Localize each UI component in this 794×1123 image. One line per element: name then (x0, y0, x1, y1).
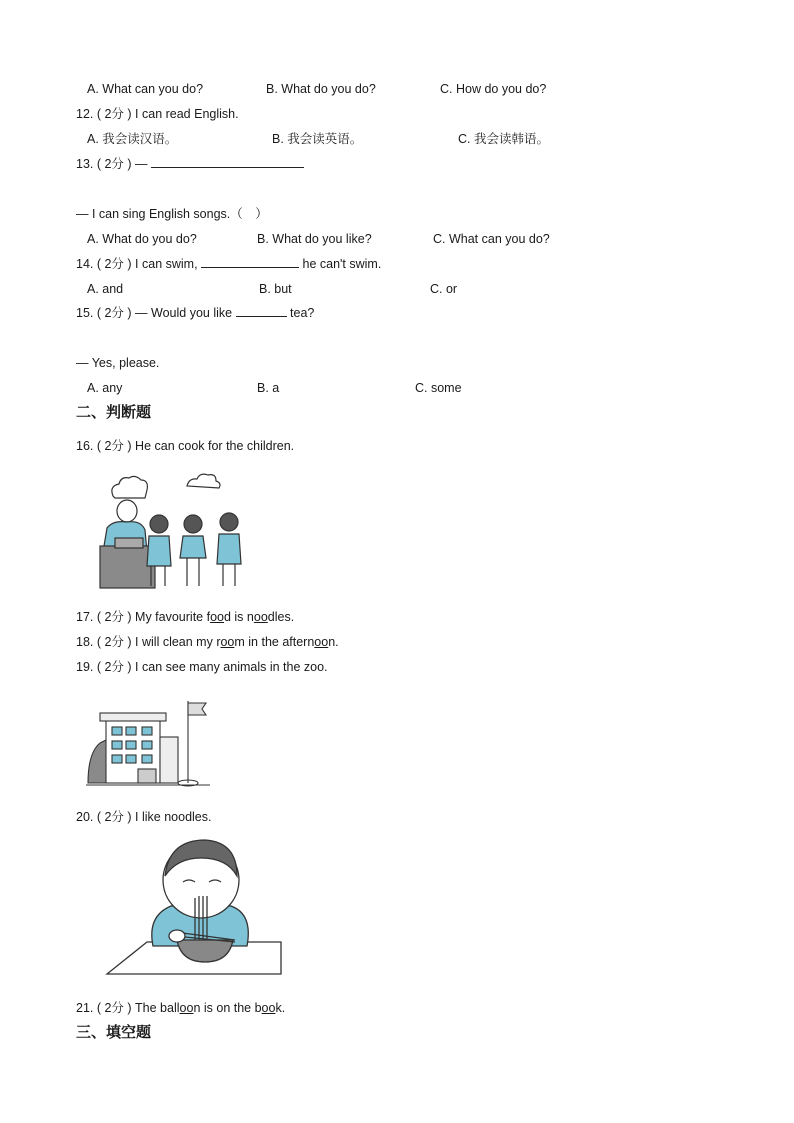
q15-reply: — Yes, please. (76, 356, 160, 370)
q12-option-c: C. 我会读韩语。 (458, 132, 549, 146)
q13-blank[interactable] (151, 156, 304, 168)
q15-option-b: B. a (257, 381, 280, 395)
q15-text-before: — Would you like (135, 306, 236, 320)
q18-underlined-2: oo (314, 635, 329, 649)
q21-number: 21. ( 2分 ) (76, 1001, 136, 1015)
q13-option-a: A. What do you do? (87, 232, 197, 246)
q17-text-part1: My favourite f (135, 610, 211, 624)
q15-option-a: A. any (87, 381, 123, 395)
q12-text: I can read English. (135, 107, 239, 121)
q13-option-b: B. What do you like? (257, 232, 372, 246)
q14-option-a: A. and (87, 282, 124, 296)
q19-question (76, 659, 328, 675)
q11-option-b: B. What do you do? (266, 82, 376, 96)
q16-text: He can cook for the children. (135, 439, 295, 453)
q12-number: 12. ( 2分 ) (76, 107, 136, 121)
chef-with-children-illustration (95, 466, 255, 592)
q17-question (76, 609, 294, 625)
q20-number: 20. ( 2分 ) (76, 810, 136, 824)
q13-answer-line: — I can sing English songs.（ ） (76, 207, 268, 221)
q15-option-c: C. some (415, 381, 462, 395)
q18-text-part2: m in the aftern (234, 635, 315, 649)
section-heading-fill-in: 三、填空题 (76, 1023, 152, 1041)
section-heading-judgement: 二、判断题 (76, 403, 152, 421)
q13-option-c: C. What can you do? (433, 232, 550, 246)
q11-option-a: A. What can you do? (87, 82, 204, 96)
q13-question (76, 156, 304, 172)
q14-number: 14. ( 2分 ) (76, 257, 136, 271)
q21-text-part1: The ball (135, 1001, 180, 1015)
q14-option-b: B. but (259, 282, 292, 296)
q15-blank[interactable] (236, 305, 287, 317)
q15-question (76, 305, 314, 321)
q18-question (76, 634, 339, 650)
q18-underlined-1: oo (220, 635, 235, 649)
q11-option-c: C. How do you do? (440, 82, 547, 96)
q14-question (76, 256, 381, 272)
q12-option-a: A. 我会读汉语。 (87, 132, 178, 146)
q16-question (76, 438, 294, 454)
q17-underlined-1: oo (210, 610, 224, 624)
q21-text-part2: n is on the b (193, 1001, 262, 1015)
q18-text-part1: I will clean my r (135, 635, 221, 649)
q18-number: 18. ( 2分 ) (76, 635, 136, 649)
q20-text: I like noodles. (135, 810, 212, 824)
q16-number: 16. ( 2分 ) (76, 439, 136, 453)
q12-option-b: B. 我会读英语。 (272, 132, 363, 146)
q13-number: 13. ( 2分 ) (76, 157, 136, 171)
q13-dash: — (135, 157, 152, 171)
school-building-illustration (86, 693, 210, 789)
q19-number: 19. ( 2分 ) (76, 660, 136, 674)
q21-underlined-1: oo (179, 1001, 194, 1015)
q17-text-part2: d is n (223, 610, 254, 624)
q17-underlined-2: oo (253, 610, 268, 624)
q17-text-part3: dles. (267, 610, 295, 624)
boy-eating-noodles-illustration (105, 836, 283, 978)
q17-number: 17. ( 2分 ) (76, 610, 136, 624)
q20-question (76, 809, 211, 825)
q21-question (76, 1000, 285, 1016)
q19-text: I can see many animals in the zoo. (135, 660, 328, 674)
q14-text-after: he can't swim. (299, 257, 382, 271)
q15-text-after: tea? (286, 306, 315, 320)
q21-underlined-2: oo (261, 1001, 276, 1015)
q18-text-part3: n. (328, 635, 339, 649)
q14-text-before: I can swim, (135, 257, 202, 271)
q14-blank[interactable] (201, 256, 299, 268)
q12-question (76, 106, 239, 122)
q15-number: 15. ( 2分 ) (76, 306, 136, 320)
q14-option-c: C. or (430, 282, 458, 296)
q21-text-part3: k. (275, 1001, 286, 1015)
